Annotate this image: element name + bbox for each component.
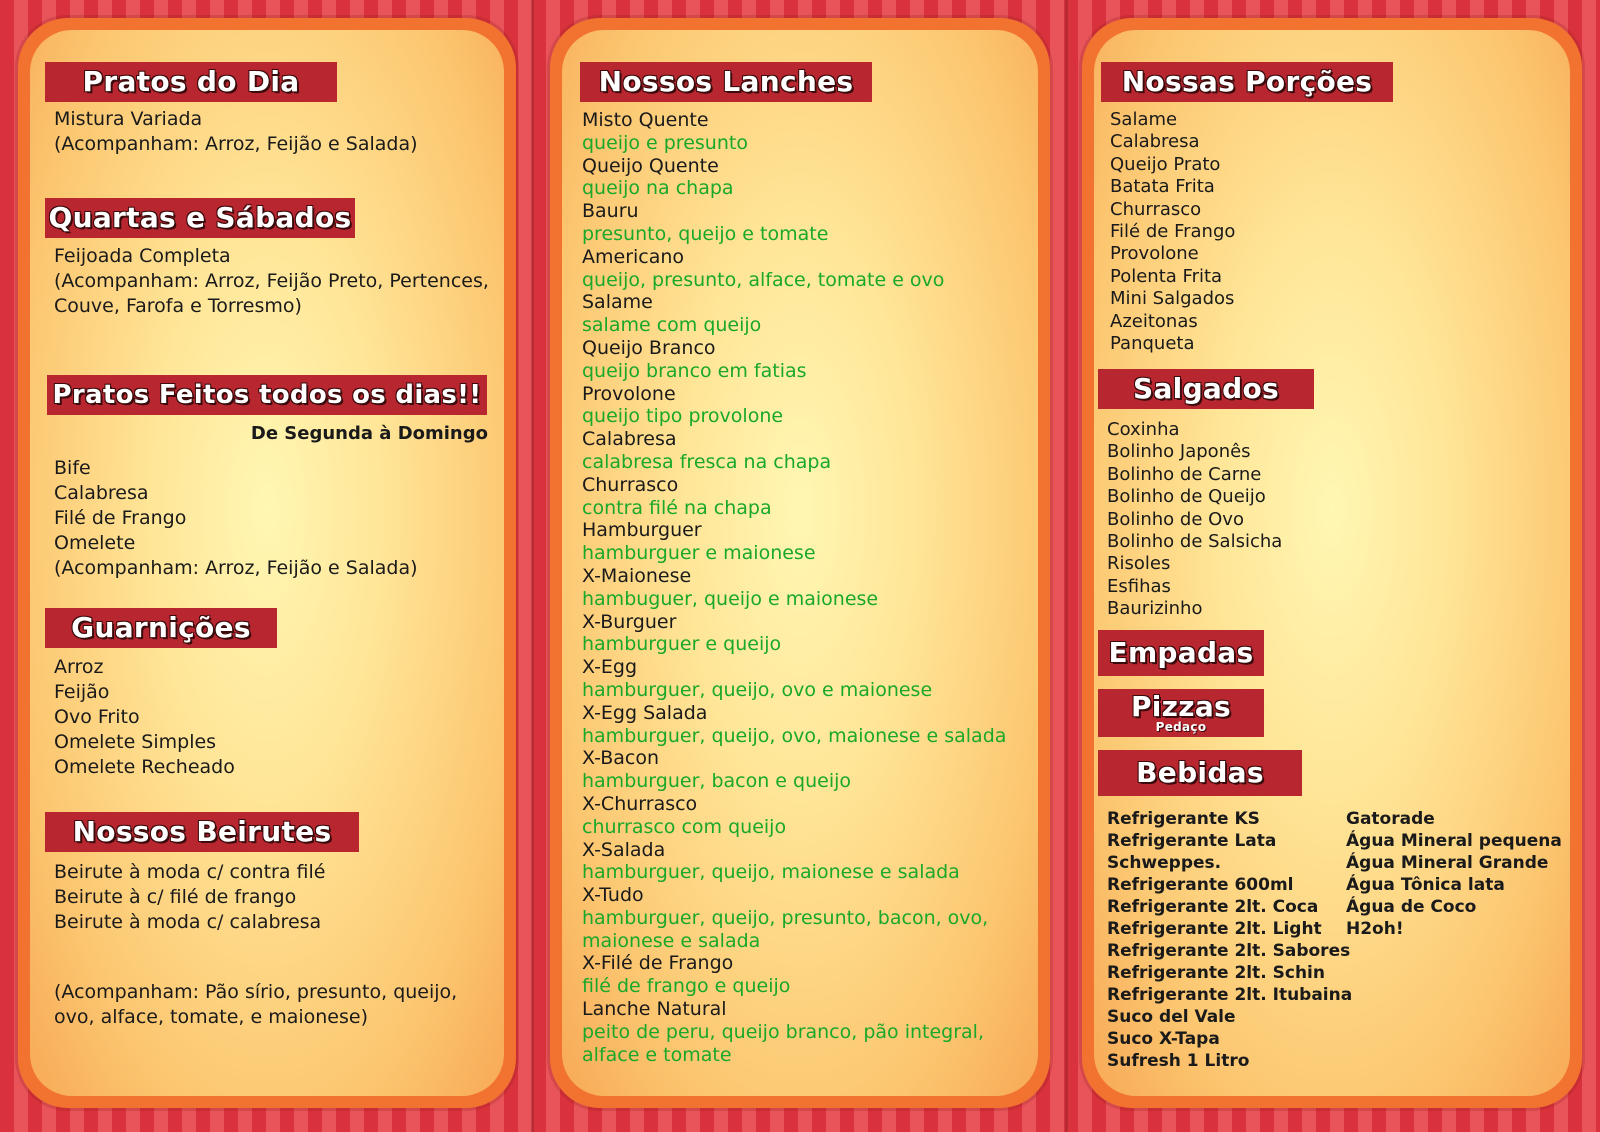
list-item: Filé de Frango [1110,221,1236,243]
list-item: Panqueta [1110,333,1195,355]
list-item: Refrigerante 600ml [1107,875,1294,895]
item-desc: hamburguer, bacon e queijo [582,770,852,793]
item-name: Churrasco [582,473,679,496]
salgados-list [1107,419,1282,621]
item-desc: maionese e salada [582,929,761,952]
list-item: Suco del Vale [1107,1007,1236,1027]
list-item: (Acompanham: Arroz, Feijão Preto, Pertences, [54,270,489,292]
list-item: Feijão [54,681,110,703]
item-desc: queijo, presunto, alface, tomate e ovo [582,268,945,291]
quartas-sabados-header: Quartas e Sábados [45,198,355,238]
pratos-feitos-header: Pratos Feitos todos os dias!! [47,375,487,415]
guarnicoes-header: Guarnições [45,608,277,648]
item-name: X-Burguer [582,610,677,633]
lanches-header: Nossos Lanches [580,62,872,102]
item-name: X-Filé de Frango [582,952,734,975]
pratos-do-dia-list [54,107,418,157]
list-item: (Acompanham: Pão sírio, presunto, queijo, [54,981,458,1003]
list-item: Refrigerante KS [1107,809,1260,829]
fold-line-2 [1065,0,1068,1132]
porcoes-list [1110,109,1235,355]
list-item: Omelete [54,532,136,554]
list-item: Água Mineral Grande [1346,853,1549,873]
list-item: Refrigerante 2lt. Coca [1107,897,1319,917]
item-desc: hamburguer e queijo [582,633,782,656]
list-item: Mistura Variada [54,108,203,130]
beirutes-note [54,980,457,1030]
list-item: (Acompanham: Arroz, Feijão e Salada) [54,557,418,579]
list-item: Mini Salgados [1110,288,1235,310]
list-item: Suco X-Tapa [1107,1029,1220,1049]
item-name: X-Maionese [582,564,692,587]
item-name: Queijo Branco [582,336,716,359]
list-item: Risoles [1107,553,1171,575]
list-item: Ovo Frito [54,706,140,728]
pizzas-title: Pizzas [1130,690,1232,723]
list-item: Coxinha [1107,419,1180,440]
item-name: Provolone [582,382,676,405]
item-name: X-Egg Salada [582,701,708,724]
list-item: Sufresh 1 Litro [1107,1051,1250,1071]
lanches-list [582,109,1006,1066]
list-item: Calabresa [54,482,149,504]
bebidas-header: Bebidas [1098,750,1302,796]
guarnicoes-list [54,655,235,780]
item-name: Queijo Quente [582,154,719,177]
item-name: Bauru [582,200,639,223]
item-name: Calabresa [582,428,677,451]
item-name: Salame [582,291,653,314]
pizzas-header [1098,689,1264,737]
list-item: Feijoada Completa [54,245,231,267]
list-item: Água Mineral pequena [1346,831,1562,851]
list-item: Refrigerante Lata [1107,831,1277,851]
item-desc: hamburguer, queijo, ovo e maionese [582,678,933,701]
list-item: Azeitonas [1110,310,1198,332]
pratos-do-dia-header: Pratos do Dia [45,62,337,102]
item-desc: peito de peru, queijo branco, pão integral, [582,1020,984,1043]
empadas-header: Empadas [1098,630,1264,676]
list-item: Beirute à moda c/ calabresa [54,911,322,933]
list-item: Água de Coco [1346,897,1477,917]
list-item: Refrigerante 2lt. Itubaina [1107,985,1353,1005]
item-name: X-Egg [582,656,638,679]
item-desc: queijo e presunto [582,131,748,154]
item-name: X-Tudo [582,884,644,907]
list-item: Bolinho Japonês [1107,441,1251,463]
list-item: H2oh! [1346,919,1404,939]
item-desc: presunto, queijo e tomate [582,222,829,245]
item-name: X-Salada [582,838,666,861]
item-name: Lanche Natural [582,998,727,1021]
list-item: Queijo Prato [1110,153,1221,175]
list-item: Gatorade [1346,809,1435,829]
item-desc: queijo tipo provolone [582,405,784,428]
list-item: Bolinho de Queijo [1107,486,1266,508]
item-desc: hamburguer e maionese [582,542,816,565]
item-name: X-Bacon [582,747,660,770]
list-item: Esfihas [1107,575,1171,597]
list-item: Água Tônica lata [1346,875,1505,895]
list-item: Omelete Recheado [54,756,235,778]
item-desc: alface e tomate [582,1043,732,1066]
list-item: (Acompanham: Arroz, Feijão e Salada) [54,133,418,155]
item-desc: hamburguer, queijo, presunto, bacon, ovo, [582,906,989,929]
item-desc: hamburguer, queijo, ovo, maionese e salada [582,724,1007,747]
pratos-feitos-list [54,456,418,581]
quartas-sabados-list [54,244,489,319]
item-desc: queijo na chapa [582,177,734,200]
list-item: ovo, alface, tomate, e maionese) [54,1006,369,1028]
list-item: Provolone [1110,243,1199,265]
list-item: Arroz [54,656,104,678]
item-desc: hambuguer, queijo e maionese [582,587,879,610]
list-item: Baurizinho [1107,598,1203,620]
list-item: Bife [54,457,91,479]
list-item: Refrigerante 2lt. Schin [1107,963,1325,983]
item-name: Americano [582,245,685,268]
list-item: Couve, Farofa e Torresmo) [54,295,302,317]
beirutes-list [54,860,325,935]
item-desc: calabresa fresca na chapa [582,450,832,473]
item-desc: filé de frango e queijo [582,975,791,998]
bebidas-col2 [1346,808,1562,940]
list-item: Bolinho de Ovo [1107,508,1244,530]
fold-line-1 [531,0,534,1132]
list-item: Calabresa [1110,131,1200,153]
list-item: Filé de Frango [54,507,187,529]
item-name: Misto Quente [582,109,709,131]
item-desc: hamburguer, queijo, maionese e salada [582,861,960,884]
salgados-header: Salgados [1098,369,1314,409]
bebidas-col1 [1107,808,1352,1072]
item-name: Hamburguer [582,519,702,542]
list-item: Batata Frita [1110,176,1215,198]
item-desc: queijo branco em fatias [582,359,807,382]
list-item: Refrigerante 2lt. Light [1107,919,1322,939]
pratos-feitos-subtitle: De Segunda à Domingo [250,423,488,444]
list-item: Beirute à c/ filé de frango [54,886,297,908]
list-item: Bolinho de Carne [1107,463,1262,485]
item-name: X-Churrasco [582,792,698,815]
beirutes-header: Nossos Beirutes [45,812,359,852]
list-item: Polenta Frita [1110,265,1223,287]
porcoes-header: Nossas Porções [1101,62,1393,102]
item-desc: salame com queijo [582,314,762,337]
list-item: Churrasco [1110,198,1202,220]
list-item: Refrigerante 2lt. Sabores [1107,941,1351,961]
list-item: Beirute à moda c/ contra filé [54,861,326,883]
pizzas-subtitle: Pedaço [1155,720,1207,734]
list-item: Omelete Simples [54,731,217,753]
list-item: Schweppes. [1107,853,1222,873]
list-item: Bolinho de Salsicha [1107,531,1283,553]
list-item: Salame [1110,109,1178,130]
item-desc: contra filé na chapa [582,496,772,519]
item-desc: churrasco com queijo [582,815,787,838]
